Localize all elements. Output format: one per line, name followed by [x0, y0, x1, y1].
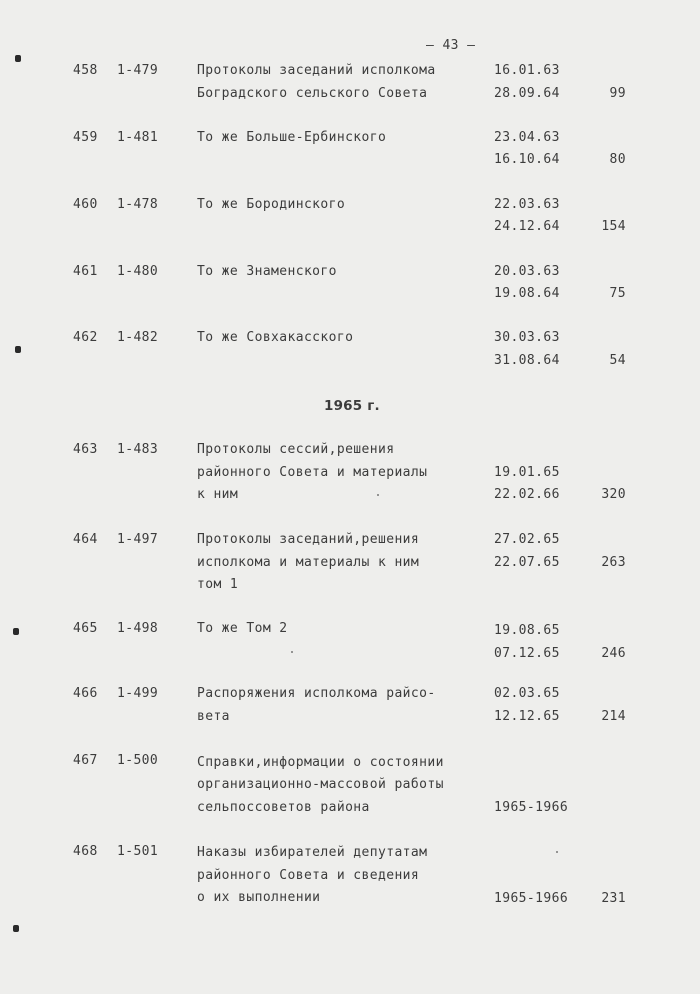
entry-title-line: То же Знаменского — [197, 264, 337, 279]
entry-date-end: 12.12.65 — [494, 709, 560, 724]
binder-hole-mark — [13, 925, 19, 932]
entry-date-start: 23.04.63 — [494, 130, 560, 145]
entry-title-line: районного Совета и материалы — [197, 465, 428, 480]
paper-speck — [377, 494, 379, 496]
entry-pages: 231 — [601, 891, 626, 906]
entry-date-start: 19.01.65 — [494, 465, 560, 480]
entry-title-line: Протоколы заседаний исполкома — [197, 63, 436, 78]
entry-date-start: 22.03.63 — [494, 197, 560, 212]
entry-number: 464 — [73, 532, 98, 547]
entry-code: 1-498 — [117, 621, 159, 636]
entry-pages: 54 — [609, 353, 626, 368]
entry-title-line: организационно-массовой работы — [197, 777, 444, 792]
entry-title-line: То же Совхакасского — [197, 330, 354, 345]
entry-date-start: 19.08.65 — [494, 623, 560, 638]
entry-number: 461 — [73, 264, 98, 279]
entry-date-end: 16.10.64 — [494, 152, 560, 167]
entry-code: 1-478 — [117, 197, 159, 212]
entry-date-end: 19.08.64 — [494, 286, 560, 301]
entry-title-line: То же Том 2 — [197, 621, 288, 636]
binder-hole-mark — [15, 346, 21, 353]
entry-pages: 263 — [601, 555, 626, 570]
entry-number: 459 — [73, 130, 98, 145]
entry-pages: 154 — [601, 219, 626, 234]
entry-number: 466 — [73, 686, 98, 701]
entry-number: 463 — [73, 442, 98, 457]
entry-number: 468 — [73, 844, 98, 859]
entry-code: 1-481 — [117, 130, 159, 145]
entry-code: 1-482 — [117, 330, 159, 345]
entry-code: 1-483 — [117, 442, 159, 457]
entry-number: 460 — [73, 197, 98, 212]
entry-title-line: Протоколы заседаний,решения — [197, 532, 420, 547]
entry-title-line: Боградского сельского Совета — [197, 86, 428, 101]
entry-code: 1-501 — [117, 844, 159, 859]
entry-pages: 80 — [609, 152, 626, 167]
entry-pages: 320 — [601, 487, 626, 502]
entry-date-range: 1965-1966 — [494, 800, 569, 815]
entry-number: 467 — [73, 753, 98, 768]
entry-date-end: 31.08.64 — [494, 353, 560, 368]
entry-code: 1-500 — [117, 753, 159, 768]
entry-code: 1-479 — [117, 63, 159, 78]
entry-title-line: Справки,информации о состоянии — [197, 755, 444, 770]
entry-title-line: То же Бородинского — [197, 197, 346, 212]
entry-title-line: районного Совета и сведения — [197, 868, 420, 883]
entry-date-start: 20.03.63 — [494, 264, 560, 279]
entry-date-start: 27.02.65 — [494, 532, 560, 547]
entry-number: 465 — [73, 621, 98, 636]
entry-title-line: к ним — [197, 487, 239, 502]
entry-pages: 75 — [609, 286, 626, 301]
entry-pages: 214 — [601, 709, 626, 724]
entry-pages: 99 — [609, 86, 626, 101]
binder-hole-mark — [13, 628, 19, 635]
entry-title-line: Протоколы сессий,решения — [197, 442, 395, 457]
page-number: – 43 – — [426, 38, 476, 53]
entry-date-end: 24.12.64 — [494, 219, 560, 234]
entry-title-line: исполкома и материалы к ним — [197, 555, 420, 570]
entry-title-line: То же Больше-Ербинского — [197, 130, 387, 145]
year-heading: 1965 г. — [324, 398, 380, 414]
entry-date-start: 16.01.63 — [494, 63, 560, 78]
entry-date-end: 22.07.65 — [494, 555, 560, 570]
entry-title-line: о их выполнении — [197, 890, 321, 905]
entry-date-range: 1965-1966 — [494, 891, 569, 906]
entry-title-line: том 1 — [197, 577, 239, 592]
entry-code: 1-499 — [117, 686, 159, 701]
entry-date-end: 22.02.66 — [494, 487, 560, 502]
entry-date-start: 30.03.63 — [494, 330, 560, 345]
entry-number: 462 — [73, 330, 98, 345]
entry-title-line: Наказы избирателей депутатам — [197, 845, 428, 860]
entry-title-line: вета — [197, 709, 230, 724]
entry-code: 1-497 — [117, 532, 159, 547]
entry-date-end: 28.09.64 — [494, 86, 560, 101]
binder-hole-mark — [15, 55, 21, 62]
entry-date-start: 02.03.65 — [494, 686, 560, 701]
entry-number: 458 — [73, 63, 98, 78]
entry-title-line: сельпоссоветов района — [197, 800, 370, 815]
entry-date-end: 07.12.65 — [494, 646, 560, 661]
entry-code: 1-480 — [117, 264, 159, 279]
paper-speck — [291, 651, 293, 653]
entry-pages: 246 — [601, 646, 626, 661]
entry-title-line: Распоряжения исполкома райсо- — [197, 686, 436, 701]
paper-speck — [556, 851, 558, 853]
